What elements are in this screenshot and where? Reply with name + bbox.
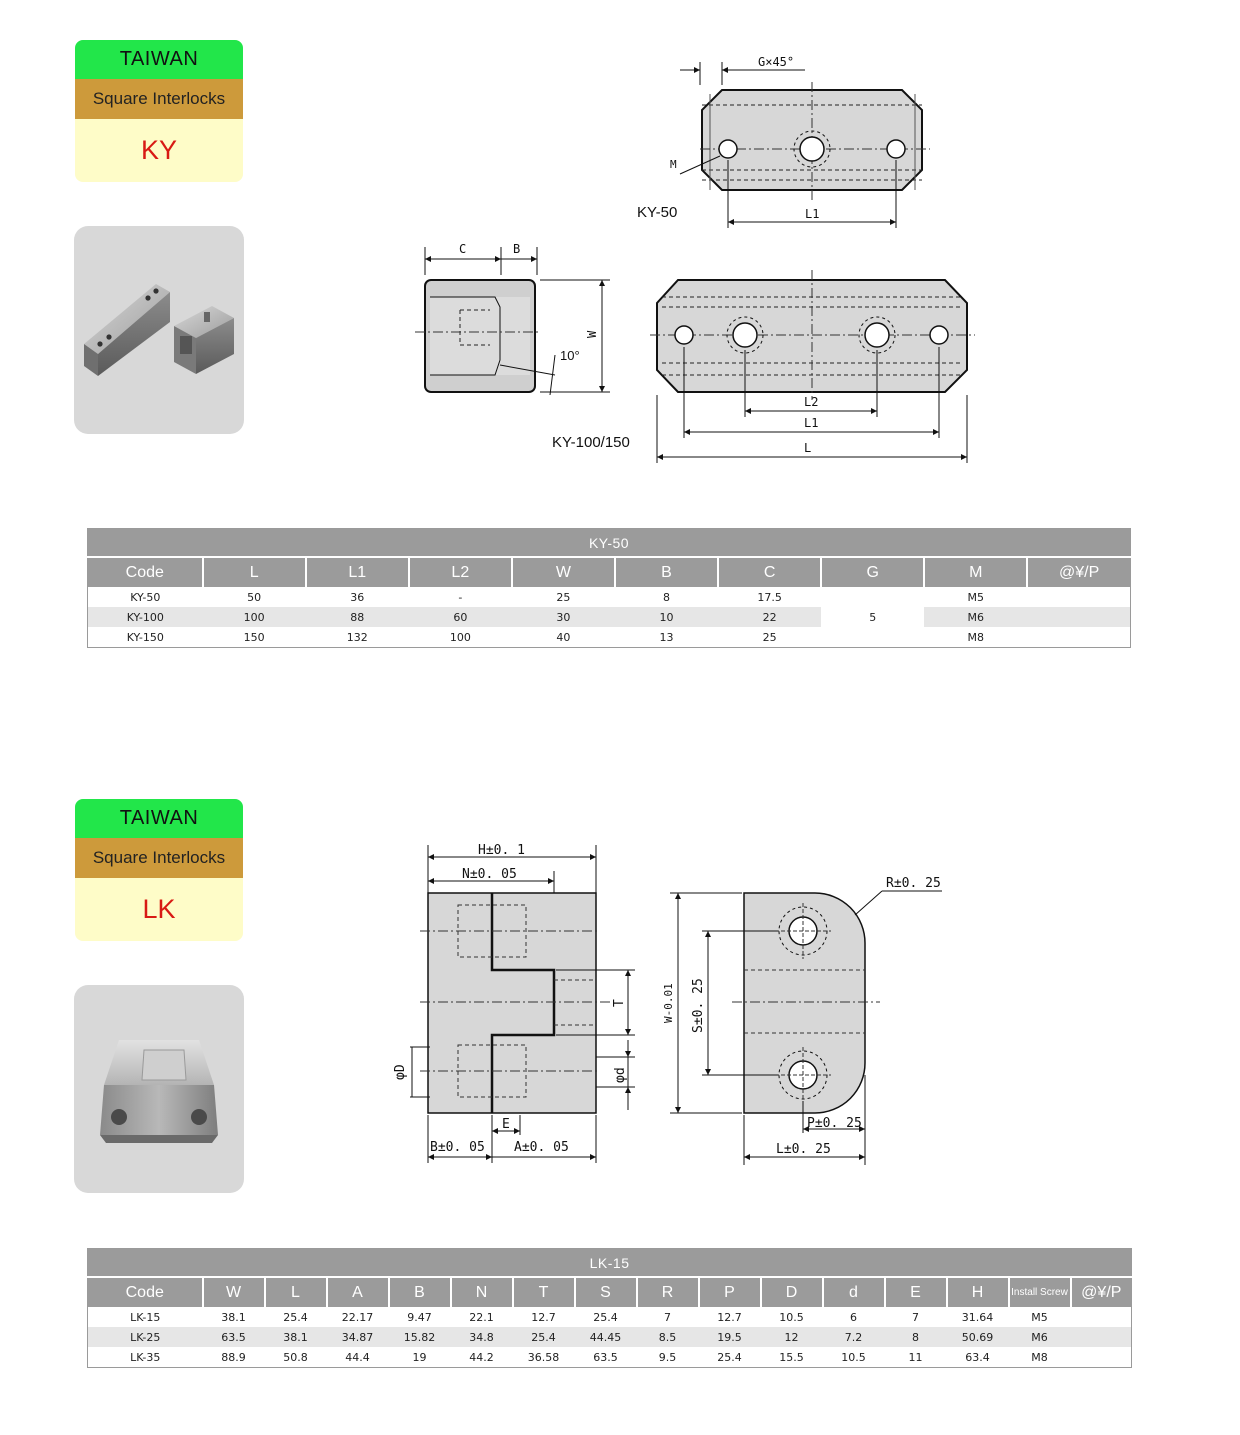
lk-col-w: W bbox=[203, 1277, 265, 1307]
table-cell: 13 bbox=[615, 627, 718, 648]
table-cell: LK-15 bbox=[88, 1307, 203, 1327]
table-cell bbox=[1027, 627, 1130, 648]
ky-col-w: W bbox=[512, 557, 615, 587]
table-cell: KY-50 bbox=[88, 587, 203, 607]
table-cell: 88 bbox=[306, 607, 409, 627]
table-cell: 25.4 bbox=[575, 1307, 637, 1327]
table-cell: LK-35 bbox=[88, 1347, 203, 1368]
lk-l-label: L±0. 25 bbox=[776, 1142, 831, 1157]
ky100-label: KY-100/150 bbox=[552, 434, 630, 451]
table-cell: 38.1 bbox=[203, 1307, 265, 1327]
lk-col-p: P bbox=[699, 1277, 761, 1307]
ky-spec-table bbox=[87, 528, 1131, 648]
lk-col-price: @¥/P bbox=[1071, 1277, 1132, 1307]
ky-col-price: @¥/P bbox=[1027, 557, 1130, 587]
table-cell: 60 bbox=[409, 607, 512, 627]
ky50-label: KY-50 bbox=[637, 204, 678, 221]
ky100-drawing bbox=[400, 235, 990, 470]
table-cell: LK-25 bbox=[88, 1327, 203, 1347]
ky-g-merged-cell: 5 bbox=[821, 587, 924, 648]
table-cell: 10.5 bbox=[761, 1307, 823, 1327]
lk-s-label: S±0. 25 bbox=[691, 978, 706, 1033]
lk-p-label: P±0. 25 bbox=[807, 1116, 862, 1131]
table-cell: 25 bbox=[718, 627, 821, 648]
lk-w-label: W-0.01 bbox=[662, 983, 675, 1023]
lk-table-title: LK-15 bbox=[88, 1249, 1132, 1278]
table-cell: 17.5 bbox=[718, 587, 821, 607]
lk-country-label: TAIWAN bbox=[75, 799, 243, 838]
table-cell: 38.1 bbox=[265, 1327, 327, 1347]
ky50-drawing bbox=[620, 50, 960, 240]
ky-l2-label: L2 bbox=[804, 395, 819, 409]
ky-l1-label: L1 bbox=[804, 416, 819, 430]
table-cell: 88.9 bbox=[203, 1347, 265, 1368]
table-cell: M8 bbox=[924, 627, 1027, 648]
table-row bbox=[88, 587, 1131, 607]
lk-col-b: B bbox=[389, 1277, 451, 1307]
table-cell: KY-100 bbox=[88, 607, 203, 627]
table-cell: 12.7 bbox=[513, 1307, 575, 1327]
table-cell: 63.5 bbox=[575, 1347, 637, 1368]
table-cell: 150 bbox=[203, 627, 306, 648]
table-cell: 44.45 bbox=[575, 1327, 637, 1347]
table-cell: 22 bbox=[718, 607, 821, 627]
table-cell: 50.69 bbox=[947, 1327, 1009, 1347]
table-cell bbox=[1027, 607, 1130, 627]
ky-col-code: Code bbox=[88, 557, 203, 587]
table-cell: M5 bbox=[1009, 1307, 1071, 1327]
lk-col-d-upper: D bbox=[761, 1277, 823, 1307]
table-row bbox=[88, 627, 1131, 648]
ky50-m-label: M bbox=[670, 158, 677, 171]
ky-b-label: B bbox=[513, 242, 521, 256]
table-cell: 25 bbox=[512, 587, 615, 607]
lk-spec-table bbox=[87, 1248, 1132, 1368]
ky50-l1-label: L1 bbox=[805, 207, 820, 221]
lk-col-s: S bbox=[575, 1277, 637, 1307]
table-cell: M8 bbox=[1009, 1347, 1071, 1368]
ky-c-label: C bbox=[459, 242, 467, 256]
table-cell: 7.2 bbox=[823, 1327, 885, 1347]
table-cell: 10 bbox=[615, 607, 718, 627]
table-cell: 8 bbox=[615, 587, 718, 607]
lk-col-code: Code bbox=[88, 1277, 203, 1307]
lk-col-d-lower: d bbox=[823, 1277, 885, 1307]
ky-angle-label: 10° bbox=[560, 348, 580, 363]
table-cell: 44.2 bbox=[451, 1347, 513, 1368]
ky-col-b: B bbox=[615, 557, 718, 587]
table-cell: 50 bbox=[203, 587, 306, 607]
table-cell: M5 bbox=[924, 587, 1027, 607]
table-cell bbox=[1071, 1327, 1132, 1347]
table-cell: M6 bbox=[1009, 1327, 1071, 1347]
table-row bbox=[88, 607, 1131, 627]
table-cell: 9.47 bbox=[389, 1307, 451, 1327]
table-cell: 25.4 bbox=[699, 1347, 761, 1368]
table-row bbox=[88, 1327, 1132, 1347]
lk-badge bbox=[75, 799, 243, 941]
ky-product-photo bbox=[74, 226, 244, 434]
ky-type-label: Square Interlocks bbox=[75, 79, 243, 119]
ky-code-label: KY bbox=[75, 119, 243, 182]
ky-col-g: G bbox=[821, 557, 924, 587]
lk-t-label: T bbox=[612, 999, 627, 1007]
table-cell bbox=[1027, 587, 1130, 607]
table-cell: 8 bbox=[885, 1327, 947, 1347]
table-cell: 34.87 bbox=[327, 1327, 389, 1347]
table-cell: 30 bbox=[512, 607, 615, 627]
table-cell: 25.4 bbox=[265, 1307, 327, 1327]
ky-l-label: L bbox=[804, 441, 812, 455]
table-cell: 36 bbox=[306, 587, 409, 607]
lk-col-r: R bbox=[637, 1277, 699, 1307]
lk-a-label: A±0. 05 bbox=[514, 1140, 569, 1155]
ky-country-label: TAIWAN bbox=[75, 40, 243, 79]
lk-col-l: L bbox=[265, 1277, 327, 1307]
table-cell: 11 bbox=[885, 1347, 947, 1368]
lk-product-photo bbox=[74, 985, 244, 1193]
lk-code-label: LK bbox=[75, 878, 243, 941]
table-cell: 31.64 bbox=[947, 1307, 1009, 1327]
lk-col-install-screw: Install Screw bbox=[1009, 1277, 1071, 1307]
table-cell: M6 bbox=[924, 607, 1027, 627]
table-cell: 100 bbox=[409, 627, 512, 648]
lk-col-n: N bbox=[451, 1277, 513, 1307]
table-cell: 34.8 bbox=[451, 1327, 513, 1347]
table-cell: 9.5 bbox=[637, 1347, 699, 1368]
table-row bbox=[88, 1347, 1132, 1368]
lk-d-label: φd bbox=[613, 1067, 628, 1083]
table-row bbox=[88, 1307, 1132, 1327]
table-cell: 12.7 bbox=[699, 1307, 761, 1327]
table-cell: 63.4 bbox=[947, 1347, 1009, 1368]
table-cell: 6 bbox=[823, 1307, 885, 1327]
ky-w-label: W bbox=[585, 330, 599, 338]
ky-table-title: KY-50 bbox=[88, 529, 1131, 558]
table-cell: 12 bbox=[761, 1327, 823, 1347]
lk-col-h: H bbox=[947, 1277, 1009, 1307]
lk-h-label: H±0. 1 bbox=[478, 843, 525, 858]
ky-col-m: M bbox=[924, 557, 1027, 587]
ky-col-l1: L1 bbox=[306, 557, 409, 587]
lk-col-t: T bbox=[513, 1277, 575, 1307]
table-cell: 36.58 bbox=[513, 1347, 575, 1368]
table-cell: 10.5 bbox=[823, 1347, 885, 1368]
table-cell: 7 bbox=[885, 1307, 947, 1327]
ky-col-l: L bbox=[203, 557, 306, 587]
table-cell: 22.1 bbox=[451, 1307, 513, 1327]
lk-n-label: N±0. 05 bbox=[462, 867, 517, 882]
table-cell: 19.5 bbox=[699, 1327, 761, 1347]
lk-side-drawing bbox=[650, 865, 960, 1175]
table-cell: 22.17 bbox=[327, 1307, 389, 1327]
table-cell: 132 bbox=[306, 627, 409, 648]
table-cell bbox=[1071, 1307, 1132, 1327]
table-cell: 44.4 bbox=[327, 1347, 389, 1368]
table-cell: - bbox=[409, 587, 512, 607]
lk-e-label: E bbox=[502, 1117, 510, 1132]
ky-badge bbox=[75, 40, 243, 182]
table-cell: 100 bbox=[203, 607, 306, 627]
lk-r-label: R±0. 25 bbox=[886, 876, 941, 891]
table-cell: 7 bbox=[637, 1307, 699, 1327]
table-cell: 40 bbox=[512, 627, 615, 648]
ky-col-c: C bbox=[718, 557, 821, 587]
table-cell: 19 bbox=[389, 1347, 451, 1368]
lk-type-label: Square Interlocks bbox=[75, 838, 243, 878]
table-cell: 50.8 bbox=[265, 1347, 327, 1368]
lk-col-e: E bbox=[885, 1277, 947, 1307]
ky-col-l2: L2 bbox=[409, 557, 512, 587]
lk-front-drawing bbox=[390, 835, 640, 1175]
table-cell: 63.5 bbox=[203, 1327, 265, 1347]
table-cell: KY-150 bbox=[88, 627, 203, 648]
table-cell: 15.5 bbox=[761, 1347, 823, 1368]
table-cell: 15.82 bbox=[389, 1327, 451, 1347]
lk-col-a: A bbox=[327, 1277, 389, 1307]
lk-od-label: φD bbox=[393, 1064, 408, 1080]
table-cell: 8.5 bbox=[637, 1327, 699, 1347]
table-cell: 25.4 bbox=[513, 1327, 575, 1347]
ky50-g45-label: G×45° bbox=[758, 55, 795, 69]
lk-b-label: B±0. 05 bbox=[430, 1140, 485, 1155]
table-cell bbox=[1071, 1347, 1132, 1368]
